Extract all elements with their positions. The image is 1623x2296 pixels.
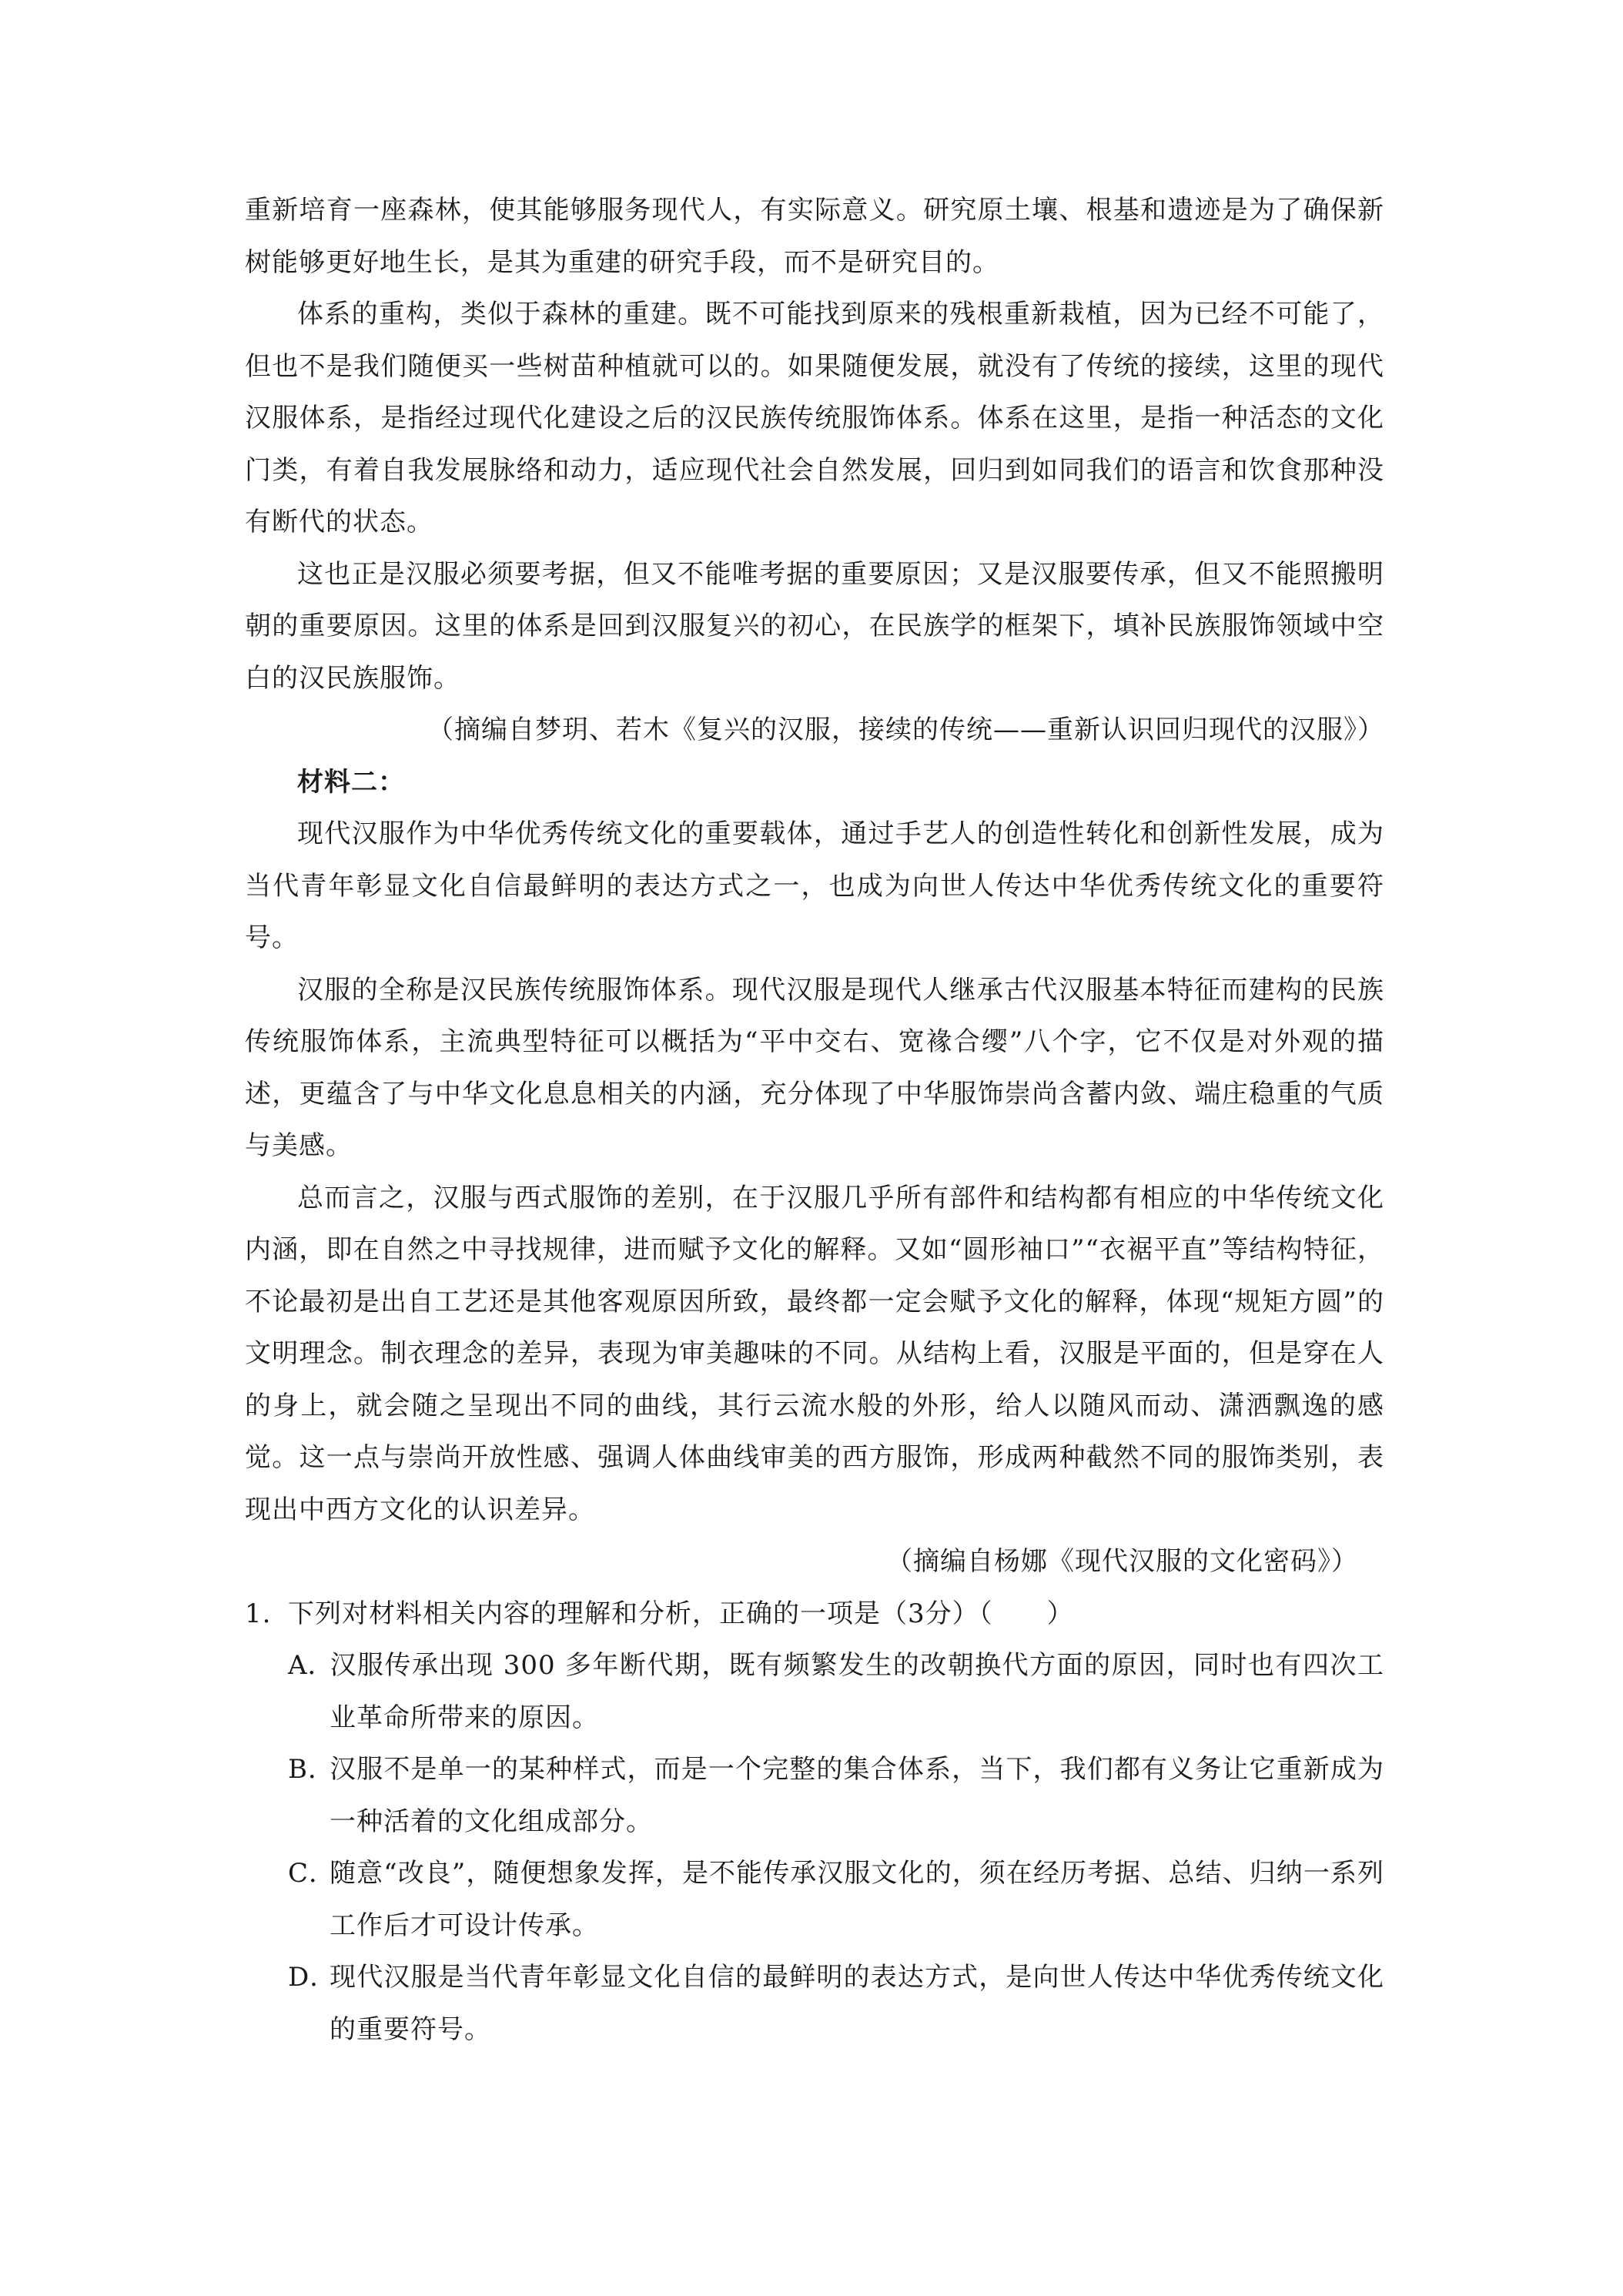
option-text: 汉服传承出现 300 多年断代期，既有频繁发生的改朝换代方面的原因，同时也有四次工业革命所带来的原因。 xyxy=(330,1650,1384,1733)
material1-paragraph-3: 这也正是汉服必须要考据，但又不能唯考据的重要原因；又是汉服要传承，但又不能照搬明朝的重要原因。这里的体系是回到汉服复兴的初心，在民族学的框架下，填补民族服饰领域中空白的汉民族服饰。 xyxy=(245,558,1384,694)
exam-page xyxy=(245,185,1384,2056)
option-text: 现代汉服是当代青年彰显文化自信的最鲜明的表达方式，是向世人传达中华优秀传统文化的重要符号。 xyxy=(330,1962,1384,2045)
option-letter: B． xyxy=(288,1754,335,1785)
material1-paragraph-2: 体系的重构，类似于森林的重建。既不可能找到原来的残根重新栽植，因为已经不可能了，但也不是我们随便买一些树苗种植就可以的。如果随便发展，就没有了传统的接续，这里的现代汉服体系，是指经过现代化建设之后的汉民族传统服饰体系。体系在这里，是指一种活态的文化门类，有着自我发展脉络和动力，适应现代社会自然发展，回归到如同我们的语言和饮食那种没有断代的状态。 xyxy=(245,299,1384,537)
option-letter: D． xyxy=(288,1962,337,1993)
option-a[interactable] xyxy=(245,1640,1384,1744)
option-c[interactable] xyxy=(245,1848,1384,1952)
question-text: 下列对材料相关内容的理解和分析，正确的一项是（3分）（ ） xyxy=(288,1598,1074,1629)
material1-paragraph-1: 重新培育一座森林，使其能够服务现代人，有实际意义。研究原土壤、根基和遗迹是为了确保新树能够更好地生长，是其为重建的研究手段，而不是研究目的。 xyxy=(245,195,1384,278)
option-b[interactable] xyxy=(245,1744,1384,1848)
option-letter: C． xyxy=(288,1858,336,1889)
question-number: 1. xyxy=(245,1598,272,1629)
material1-source: （摘编自梦玥、若木《复兴的汉服，接续的传统——重新认识回归现代的汉服》） xyxy=(427,715,1384,745)
option-text: 随意“改良”，随便想象发挥，是不能传承汉服文化的，须在经历考据、总结、归纳一系列工作后才可设计传承。 xyxy=(330,1858,1384,1941)
option-d[interactable] xyxy=(245,1952,1384,2056)
question-1-stem xyxy=(245,1588,1384,1641)
material2-source: （摘编自杨娜《现代汉服的文化密码》） xyxy=(886,1546,1358,1577)
option-letter: A． xyxy=(288,1650,335,1681)
material2-heading: 材料二： xyxy=(297,766,405,798)
material2-paragraph-1: 现代汉服作为中华优秀传统文化的重要载体，通过手艺人的创造性转化和创新性发展，成为当代青年彰显文化自信最鲜明的表达方式之一，也成为向世人传达中华优秀传统文化的重要符号。 xyxy=(245,818,1384,953)
material2-paragraph-3: 总而言之，汉服与西式服饰的差别，在于汉服几乎所有部件和结构都有相应的中华传统文化内涵，即在自然之中寻找规律，进而赋予文化的解释。又如“圆形袖口”“衣裾平直”等结构特征，不论最初是出自工艺还是其他客观原因所致，最终都一定会赋予文化的解释，体现“规矩方圆”的文明理念。制衣理念的差异，表现为审美趣味的不同。从结构上看，汉服是平面的，但是穿在人的身上，就会随之呈现出不同的曲线，其行云流水般的外形，给人以随风而动、潇洒飘逸的感觉。这一点与崇尚开放性感、强调人体曲线审美的西方服饰，形成两种截然不同的服饰类别，表现出中西方文化的认识差异。 xyxy=(245,1182,1384,1525)
material2-paragraph-2: 汉服的全称是汉民族传统服饰体系。现代汉服是现代人继承古代汉服基本特征而建构的民族传统服饰体系，主流典型特征可以概括为“平中交右、宽褖合缨”八个字，它不仅是对外观的描述，更蕴含了与中华文化息息相关的内涵，充分体现了中华服饰崇尚含蓄内敛、端庄稳重的气质与美感。 xyxy=(245,974,1384,1161)
option-text: 汉服不是单一的某种样式，而是一个完整的集合体系，当下，我们都有义务让它重新成为一种活着的文化组成部分。 xyxy=(330,1754,1384,1837)
